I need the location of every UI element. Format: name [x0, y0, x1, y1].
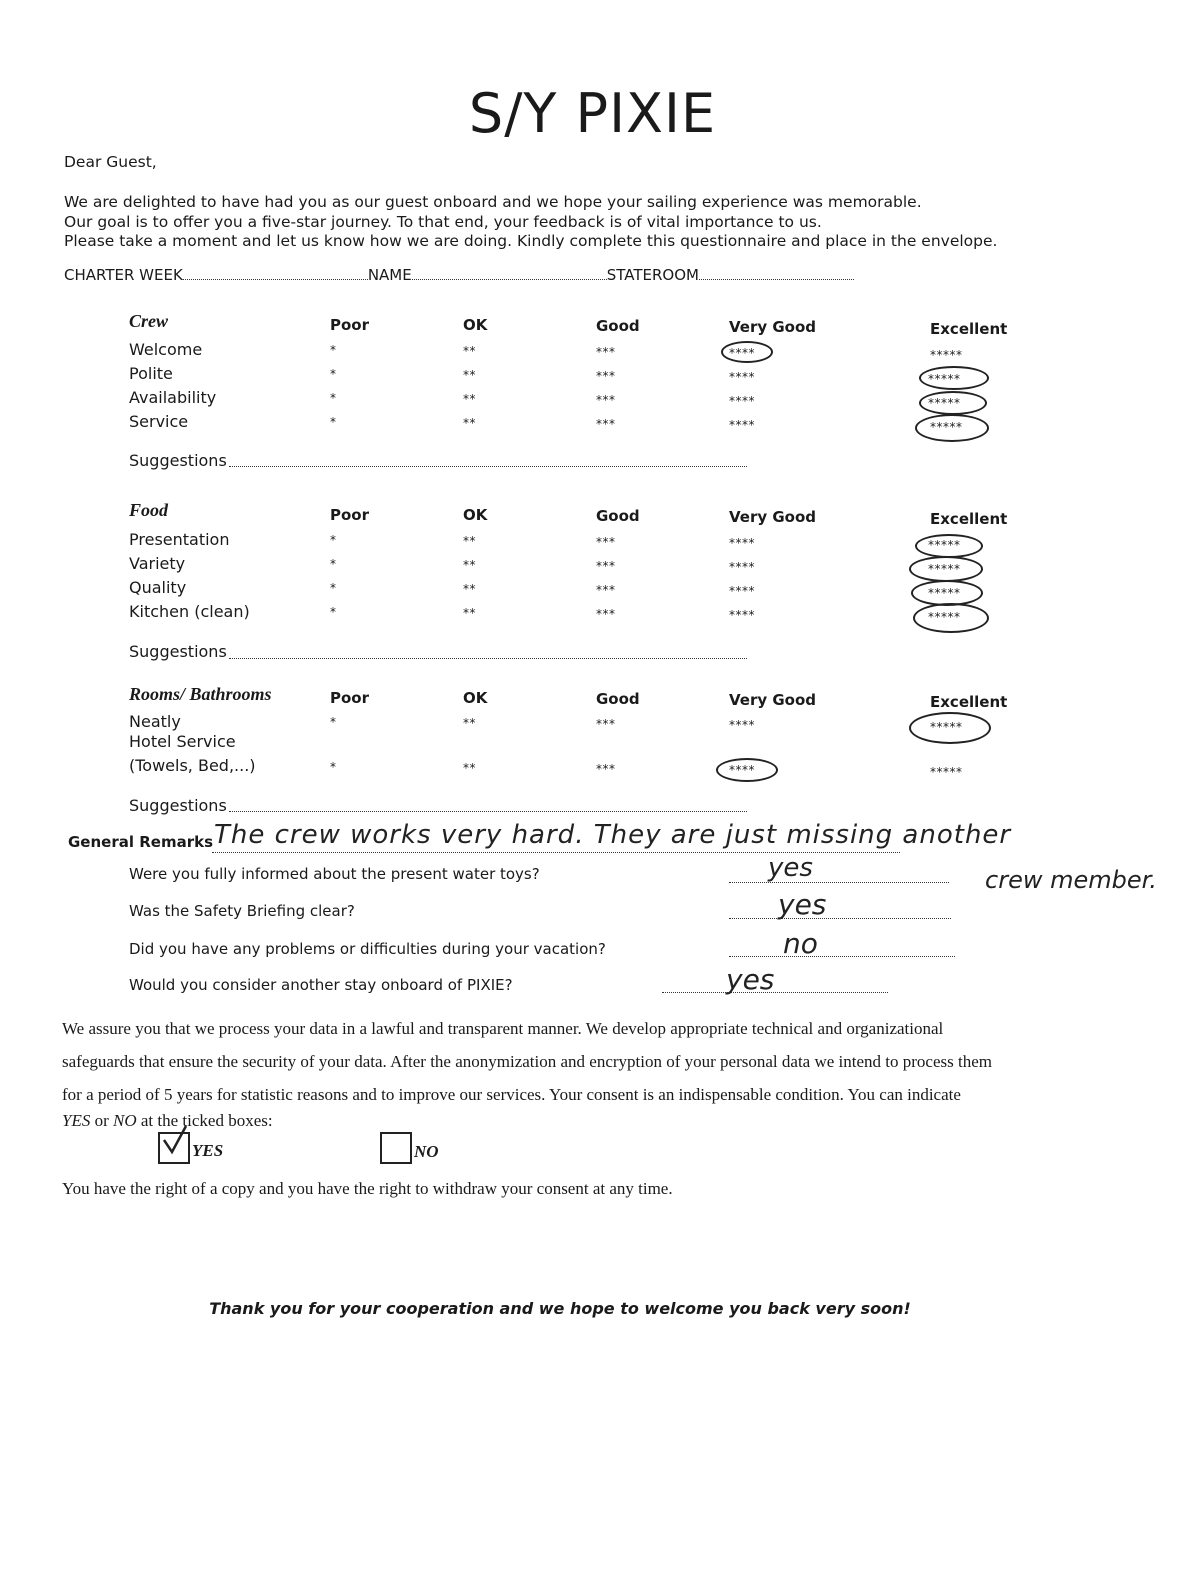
rating-welcome-excellent[interactable]: ***** [930, 348, 963, 362]
rating-kitchen-excellent[interactable]: ***** [928, 610, 961, 624]
legal-no-text: NO [113, 1111, 137, 1130]
header-good: Good [596, 690, 640, 708]
answer-safety-briefing: yes [778, 888, 827, 921]
header-very-good: Very Good [729, 318, 817, 336]
header-excellent: Excellent [930, 693, 1008, 711]
rating-presentation-ok[interactable]: ** [463, 534, 476, 548]
rating-quality-very-good[interactable]: **** [729, 584, 755, 598]
rating-service-excellent[interactable]: ***** [930, 420, 963, 434]
rating-kitchen-ok[interactable]: ** [463, 606, 476, 620]
rating-availability-poor[interactable]: * [330, 391, 337, 405]
selection-circle [909, 556, 983, 582]
header-very-good: Very Good [729, 508, 817, 526]
rating-welcome-very-good[interactable]: **** [729, 346, 755, 360]
checkmark-icon [160, 1126, 190, 1156]
rating-quality-poor[interactable]: * [330, 581, 337, 595]
general-remarks-handwritten-continued: crew member. [985, 866, 1157, 894]
consent-no-checkbox[interactable] [380, 1132, 412, 1164]
question-another-stay: Would you consider another stay onboard of PIXIE? [129, 976, 513, 994]
header-ok: OK [463, 316, 488, 334]
rating-presentation-poor[interactable]: * [330, 533, 337, 547]
row-label-service: Service [129, 412, 189, 431]
charter-week-label: CHARTER WEEK [64, 266, 183, 284]
rating-kitchen-poor[interactable]: * [330, 605, 337, 619]
stateroom-field[interactable] [699, 279, 854, 280]
legal-line-2: safeguards that ensure the security of your data. After the anonymization and encryption of your personal data we intend to process them [62, 1052, 992, 1071]
row-label-hotel-service-detail: (Towels, Bed,...) [129, 756, 256, 775]
name-label: NAME [367, 266, 412, 284]
row-label-welcome: Welcome [129, 340, 203, 359]
page-title: S/Y PIXIE [468, 82, 717, 145]
intro-line-2: Our goal is to offer you a five-star journey. To that end, your feedback is of vital importance to us. [64, 213, 822, 231]
rating-hotel-service-very-good[interactable]: **** [729, 763, 755, 777]
question-water-toys: Were you fully informed about the present water toys? [129, 865, 540, 883]
header-poor: Poor [330, 316, 370, 334]
answer-another-stay: yes [726, 963, 775, 996]
row-label-hotel-service: Hotel Service [129, 732, 236, 751]
answer-field-water-toys[interactable] [729, 882, 949, 883]
selection-circle [915, 534, 983, 558]
legal-line-3: for a period of 5 years for statistic reasons and to improve our services. Your consent is an indispensable condition. You can indicate [62, 1085, 961, 1104]
guest-fields [64, 266, 884, 284]
rating-polite-ok[interactable]: ** [463, 368, 476, 382]
rating-service-ok[interactable]: ** [463, 416, 476, 430]
header-ok: OK [463, 689, 488, 707]
rating-neatly-poor[interactable]: * [330, 715, 337, 729]
section-title-crew: Crew [129, 311, 169, 331]
rating-welcome-ok[interactable]: ** [463, 344, 476, 358]
greeting: Dear Guest, [64, 153, 157, 171]
header-good: Good [596, 507, 640, 525]
rating-variety-good[interactable]: *** [596, 559, 616, 573]
consent-yes-label: YES [192, 1141, 224, 1160]
rating-variety-excellent[interactable]: ***** [928, 562, 961, 576]
name-field[interactable] [412, 279, 607, 280]
rating-polite-good[interactable]: *** [596, 369, 616, 383]
row-label-presentation: Presentation [129, 530, 230, 549]
rating-hotel-service-excellent[interactable]: ***** [930, 765, 963, 779]
rating-polite-very-good[interactable]: **** [729, 370, 755, 384]
selection-circle [915, 414, 989, 442]
rating-availability-ok[interactable]: ** [463, 392, 476, 406]
rating-service-very-good[interactable]: **** [729, 418, 755, 432]
answer-field-another-stay[interactable] [662, 992, 888, 993]
row-label-quality: Quality [129, 578, 187, 597]
intro-line-3: Please take a moment and let us know how we are doing. Kindly complete this questionnaire and place in the envelope. [64, 232, 998, 250]
selection-circle [919, 391, 987, 415]
rating-variety-poor[interactable]: * [330, 557, 337, 571]
header-excellent: Excellent [930, 510, 1008, 528]
rating-neatly-excellent[interactable]: ***** [930, 720, 963, 734]
suggestions-field-rooms[interactable] [229, 811, 747, 812]
legal-closing: You have the right of a copy and you have the right to withdraw your consent at any time. [62, 1179, 673, 1198]
selection-circle [716, 758, 778, 782]
suggestions-label-crew: Suggestions [129, 451, 227, 470]
selection-circle [913, 603, 989, 633]
selection-circle [909, 712, 991, 744]
rating-welcome-poor[interactable]: * [330, 343, 337, 357]
legal-rest-text: at the ticked boxes: [136, 1111, 273, 1130]
general-remarks-handwritten: The crew works very hard. They are just missing another [214, 820, 1012, 850]
suggestions-field-food[interactable] [229, 658, 747, 659]
header-excellent: Excellent [930, 320, 1008, 338]
stateroom-label: STATEROOM [606, 266, 699, 284]
legal-yes-text: YES [62, 1111, 91, 1130]
suggestions-field-crew[interactable] [229, 466, 747, 467]
suggestions-label-food: Suggestions [129, 642, 227, 661]
rating-neatly-good[interactable]: *** [596, 717, 616, 731]
rating-kitchen-good[interactable]: *** [596, 607, 616, 621]
question-safety-briefing: Was the Safety Briefing clear? [129, 902, 355, 920]
row-label-availability: Availability [129, 388, 217, 407]
row-label-neatly: Neatly [129, 712, 181, 731]
rating-service-poor[interactable]: * [330, 415, 337, 429]
row-label-variety: Variety [129, 554, 186, 573]
header-very-good: Very Good [729, 691, 817, 709]
rating-quality-ok[interactable]: ** [463, 582, 476, 596]
section-title-rooms: Rooms/ Bathrooms [129, 684, 272, 704]
rating-presentation-very-good[interactable]: **** [729, 536, 755, 550]
rating-quality-good[interactable]: *** [596, 583, 616, 597]
rating-neatly-very-good[interactable]: **** [729, 718, 755, 732]
row-label-kitchen: Kitchen (clean) [129, 602, 250, 621]
rating-availability-excellent[interactable]: ***** [928, 396, 961, 410]
general-remarks-label: General Remarks [68, 833, 213, 851]
rating-neatly-ok[interactable]: ** [463, 716, 476, 730]
rating-hotel-service-poor[interactable]: * [330, 760, 337, 774]
selection-circle [721, 341, 773, 363]
rating-hotel-service-ok[interactable]: ** [463, 761, 476, 775]
legal-line-1: We assure you that we process your data in a lawful and transparent manner. We develop appropriate technical and organizational [62, 1019, 944, 1038]
consent-yes-checkbox[interactable] [158, 1132, 190, 1164]
answer-field-safety-briefing[interactable] [729, 918, 951, 919]
rating-welcome-good[interactable]: *** [596, 345, 616, 359]
thank-you-message: Thank you for your cooperation and we hope to welcome you back very soon! [209, 1299, 911, 1318]
suggestions-label-rooms: Suggestions [129, 796, 227, 815]
charter-week-field[interactable] [183, 279, 368, 280]
answer-water-toys: yes [768, 853, 813, 883]
answer-problems: no [783, 927, 818, 960]
rating-service-good[interactable]: *** [596, 417, 616, 431]
rating-presentation-excellent[interactable]: ***** [928, 538, 961, 552]
question-problems: Did you have any problems or difficulties during your vacation? [129, 940, 606, 958]
rating-variety-ok[interactable]: ** [463, 558, 476, 572]
rating-presentation-good[interactable]: *** [596, 535, 616, 549]
answer-field-problems[interactable] [729, 956, 955, 957]
selection-circle [919, 366, 989, 390]
rating-hotel-service-good[interactable]: *** [596, 762, 616, 776]
section-title-food: Food [129, 500, 169, 520]
rating-polite-poor[interactable]: * [330, 367, 337, 381]
header-ok: OK [463, 506, 488, 524]
rating-availability-very-good[interactable]: **** [729, 394, 755, 408]
legal-or-text: or [90, 1111, 114, 1130]
header-good: Good [596, 317, 640, 335]
rating-quality-excellent[interactable]: ***** [928, 586, 961, 600]
row-label-polite: Polite [129, 364, 173, 383]
header-poor: Poor [330, 506, 370, 524]
rating-variety-very-good[interactable]: **** [729, 560, 755, 574]
rating-availability-good[interactable]: *** [596, 393, 616, 407]
intro-line-1: We are delighted to have had you as our guest onboard and we hope your sailing experience was memorable. [64, 193, 922, 211]
consent-no-label: NO [414, 1142, 439, 1161]
rating-kitchen-very-good[interactable]: **** [729, 608, 755, 622]
rating-polite-excellent[interactable]: ***** [928, 372, 961, 386]
header-poor: Poor [330, 689, 370, 707]
